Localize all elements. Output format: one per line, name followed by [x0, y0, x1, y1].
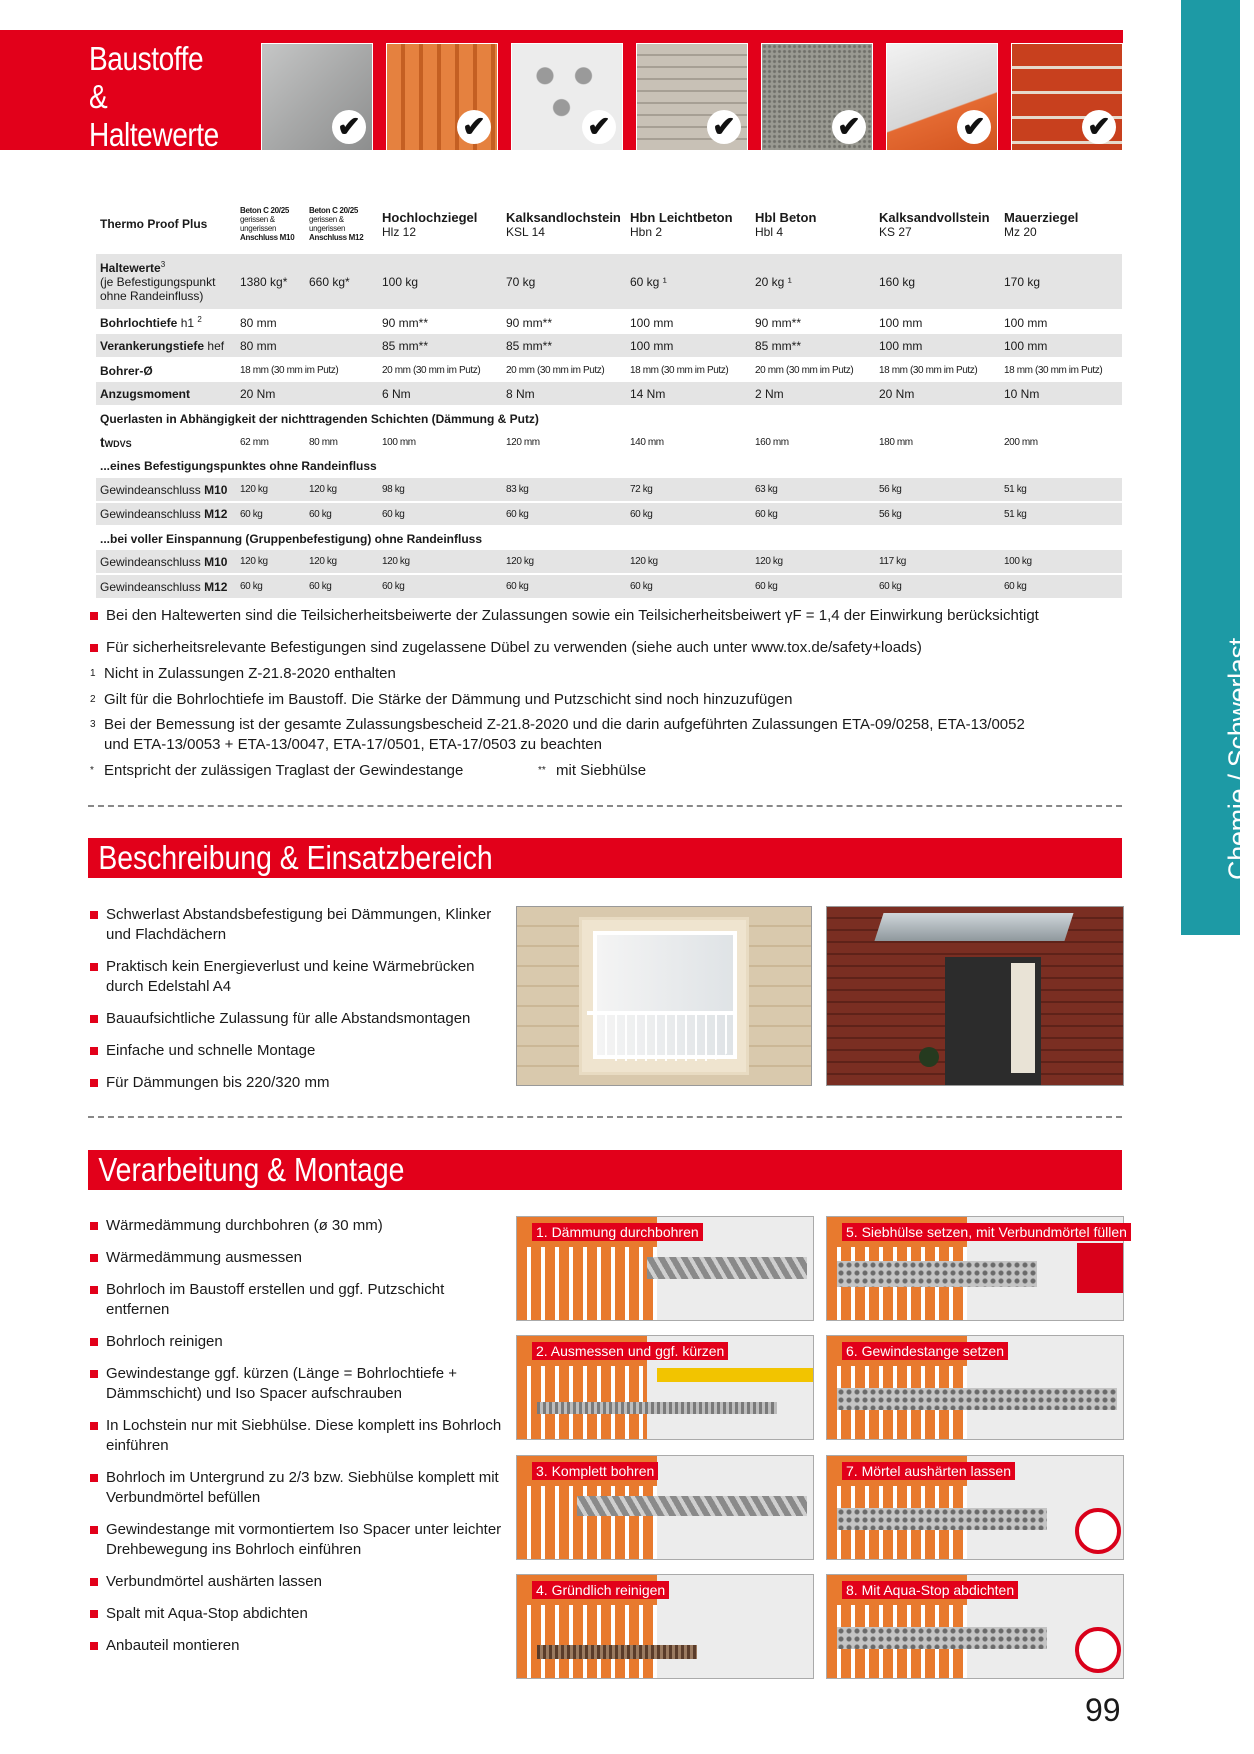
table-cell: 20 mm (30 mm im Putz)	[506, 365, 605, 376]
table-cell: 85 mm**	[378, 334, 502, 358]
table-cell: 18 mm (30 mm im Putz)	[879, 365, 978, 376]
table-cell: 80 mm	[240, 315, 277, 330]
side-tab[interactable]	[1181, 0, 1253, 935]
table-row	[96, 574, 1122, 598]
table-cell: 18 mm (30 mm im Putz)	[630, 365, 729, 376]
table-cell: 8 Nm	[502, 382, 626, 406]
kalksandlochstein-icon	[511, 43, 623, 151]
bullet-icon	[90, 1079, 98, 1087]
beschreibung-list	[90, 905, 510, 1105]
table-cell: 120 kg	[305, 550, 378, 574]
table-cell: 100 kg	[1000, 550, 1122, 574]
table-cell: 100 mm	[630, 315, 674, 330]
table-cell: 20 mm (30 mm im Putz)	[382, 365, 481, 376]
hochlochziegel-icon	[386, 43, 498, 151]
table-row	[96, 430, 1122, 454]
bullet-icon	[90, 1578, 98, 1586]
table-cell: 120 kg	[751, 550, 875, 574]
table-cell: 60 kg	[378, 574, 502, 598]
table-cell: 60 kg	[502, 502, 626, 526]
check-icon: ✔	[957, 110, 991, 144]
table-cell: 660 kg*	[305, 254, 378, 310]
side-tab-label: Chemie / Schwerlast	[1223, 638, 1253, 880]
table-cell: 117 kg	[875, 550, 1000, 574]
step-4-diagram	[516, 1574, 814, 1679]
clock-icon	[1075, 1627, 1121, 1673]
table-cell: 10 Nm	[1000, 382, 1122, 406]
bullet-icon	[90, 1254, 98, 1262]
table-cell: 14 Nm	[626, 382, 751, 406]
column-header-beton-m10: Beton C 20/25 gerissen & ungerissen Anschluss M10	[240, 206, 295, 242]
table-cell: 18 mm (30 mm im Putz)	[1004, 365, 1103, 376]
section-title-montage: Verarbeitung & Montage	[88, 1150, 1122, 1190]
footnote: 2 Gilt für die Bohrlochtiefe im Baustoff. Die Stärke der Dämmung und Putzschicht sind noch hinzuzufügen	[90, 691, 793, 708]
table-cell: 60 kg	[751, 574, 875, 598]
row-label: Verankerungstiefe hef	[96, 334, 236, 358]
list-item: Gewindestange mit vormontiertem Iso Spacer unter leichter Drehbewegung ins Bohrloch einführen	[90, 1520, 510, 1560]
list-item: Bohrloch im Untergrund zu 2/3 bzw. Siebhülse komplett mit Verbundmörtel befüllen	[90, 1468, 510, 1508]
table-cell: 60 kg	[378, 502, 502, 526]
table-cell: 60 kg	[875, 574, 1000, 598]
step-1-diagram	[516, 1216, 814, 1321]
table-cell: 180 mm	[879, 436, 913, 448]
table-cell: 20 Nm	[236, 382, 378, 406]
table-cell: 120 kg	[305, 478, 378, 502]
window-balcony-photo	[516, 906, 812, 1086]
bullet-icon	[90, 1047, 98, 1055]
table-cell: 60 kg	[626, 502, 751, 526]
step-2-diagram	[516, 1335, 814, 1440]
step-8-diagram	[826, 1574, 1124, 1679]
product-name: Thermo Proof Plus	[100, 217, 208, 231]
table-cell: 200 mm	[1004, 436, 1038, 448]
table-cell: 60 kg	[305, 502, 378, 526]
bullet-icon	[90, 1015, 98, 1023]
footnote: * Entspricht der zulässigen Traglast der Gewindestange	[90, 762, 464, 779]
step-label: 7. Mörtel aushärten lassen	[842, 1462, 1015, 1480]
check-icon: ✔	[457, 110, 491, 144]
column-header: Kalksandlochstein KSL 14	[506, 209, 621, 239]
table-cell: 120 mm	[506, 436, 540, 448]
clock-icon	[1075, 1508, 1121, 1554]
step-label: 4. Gründlich reinigen	[532, 1581, 669, 1599]
bullet-icon	[90, 1370, 98, 1378]
montage-list	[90, 1216, 510, 1668]
bullet-icon	[90, 1338, 98, 1346]
table-cell: 2 Nm	[751, 382, 875, 406]
row-label: tWDVS	[100, 434, 132, 450]
check-icon: ✔	[1082, 110, 1116, 144]
row-label: Gewindeanschluss M12	[96, 574, 236, 598]
table-cell: 100 mm	[879, 315, 923, 330]
entrance-canopy-photo	[826, 906, 1124, 1086]
section-title-beschreibung: Beschreibung & Einsatzbereich	[88, 838, 1122, 878]
bullet-icon	[90, 1474, 98, 1482]
table-row	[96, 358, 1122, 382]
table-cell: 60 kg	[236, 502, 305, 526]
table-cell: 83 kg	[502, 478, 626, 502]
table-cell: 51 kg	[1000, 478, 1122, 502]
column-header: Hbl Beton Hbl 4	[755, 209, 817, 239]
table-cell: 80 mm	[236, 334, 378, 358]
table-cell: 70 kg	[502, 254, 626, 310]
column-header: Kalksandvollstein KS 27	[879, 209, 990, 239]
table-cell: 120 kg	[236, 550, 305, 574]
step-5-diagram	[826, 1216, 1127, 1321]
table-cell: 20 mm (30 mm im Putz)	[755, 365, 854, 376]
table-cell: 18 mm (30 mm im Putz)	[240, 365, 339, 376]
row-label: Gewindeanschluss M12	[96, 502, 236, 526]
table-cell: 100 mm	[875, 334, 1000, 358]
table-cell: 100 mm	[626, 334, 751, 358]
table-cell: 140 mm	[630, 436, 664, 448]
column-header-beton-m12: Beton C 20/25 gerissen & ungerissen Anschluss M12	[309, 206, 364, 242]
table-cell: 51 kg	[1000, 502, 1122, 526]
table-cell: 63 kg	[751, 478, 875, 502]
list-item: Wärmedämmung ausmessen	[90, 1248, 510, 1268]
table-cell: 120 kg	[626, 550, 751, 574]
table-section-heading: ...bei voller Einspannung (Gruppenbefestigung) ohne Randeinfluss	[100, 531, 483, 546]
table-cell: 160 mm	[755, 436, 789, 448]
table-cell: 100 mm	[382, 436, 416, 448]
bullet-icon	[90, 1286, 98, 1294]
table-cell: 62 mm	[240, 436, 269, 448]
list-item: Bohrloch im Baustoff erstellen und ggf. Putzschicht entfernen	[90, 1280, 510, 1320]
table-cell: 60 kg	[751, 502, 875, 526]
table-cell: 60 kg	[305, 574, 378, 598]
step-label: 6. Gewindestange setzen	[842, 1342, 1008, 1360]
footnote: 3 Bei der Bemessung ist der gesamte Zulassungsbescheid Z-21.8-2020 und die darin aufgeführten Zulassungen ETA-09/0258, ETA-13/0052 und ETA-13/0053 + ETA-13/0047, ETA-17/0501, ETA-17/0503 zu beachten	[90, 716, 1025, 753]
table-cell: 90 mm**	[755, 315, 802, 330]
list-item: Schwerlast Abstandsbefestigung bei Dämmungen, Klinker und Flachdächern	[90, 905, 510, 945]
table-cell: 56 kg	[875, 502, 1000, 526]
column-header: Hochlochziegel Hlz 12	[382, 209, 478, 239]
table-cell: 160 kg	[875, 254, 1000, 310]
table-cell: 60 kg	[1000, 574, 1122, 598]
table-cell: 85 mm**	[751, 334, 875, 358]
step-label: 5. Siebhülse setzen, mit Verbundmörtel füllen	[842, 1223, 1131, 1241]
column-header: Mauerziegel Mz 20	[1004, 209, 1079, 239]
bullet-icon	[90, 1642, 98, 1650]
row-label: Gewindeanschluss M10	[96, 550, 236, 574]
bullet-icon	[90, 612, 98, 620]
step-3-diagram	[516, 1455, 814, 1560]
list-item: In Lochstein nur mit Siebhülse. Diese komplett ins Bohrloch einführen	[90, 1416, 510, 1456]
table-row	[96, 310, 1122, 334]
table-row	[96, 254, 1122, 310]
table-cell: 20 Nm	[875, 382, 1000, 406]
check-icon: ✔	[332, 110, 366, 144]
table-cell: 100 mm	[1000, 334, 1122, 358]
bullet-icon	[90, 911, 98, 919]
table-cell: 100 mm	[1004, 315, 1048, 330]
page-number: 99	[1085, 1692, 1121, 1728]
list-item: Einfache und schnelle Montage	[90, 1041, 510, 1061]
note-item: Für sicherheitsrelevante Befestigungen sind zugelassene Dübel zu verwenden (siehe auch unter www.tox.de/safety+loads)	[90, 638, 922, 658]
page-title: Baustoffe & Haltewerte	[89, 40, 219, 153]
table-cell: 120 kg	[502, 550, 626, 574]
hbn-leichtbeton-icon	[636, 43, 748, 151]
table-cell: 56 kg	[875, 478, 1000, 502]
bullet-icon	[90, 1610, 98, 1618]
table-cell: 120 kg	[378, 550, 502, 574]
footnote: ** mit Siebhülse	[538, 762, 647, 779]
table-section-heading: ...eines Befestigungspunktes ohne Randeinfluss	[100, 459, 377, 473]
table-cell: 60 kg	[626, 574, 751, 598]
divider	[88, 805, 1122, 807]
list-item: Anbauteil montieren	[90, 1636, 510, 1656]
step-6-diagram	[826, 1335, 1124, 1440]
table-cell: 120 kg	[236, 478, 305, 502]
table-cell: 60 kg	[502, 574, 626, 598]
step-label: 8. Mit Aqua-Stop abdichten	[842, 1581, 1018, 1599]
table-cell: 20 kg ¹	[751, 254, 875, 310]
footnote: 1 Nicht in Zulassungen Z-21.8-2020 enthalten	[90, 665, 396, 682]
kalksandvollstein-icon	[886, 43, 998, 151]
table-cell: 90 mm**	[382, 315, 429, 330]
bullet-icon	[90, 1422, 98, 1430]
row-label: Bohrlochtiefe h1 $^2$	[100, 315, 202, 330]
check-icon: ✔	[832, 110, 866, 144]
note-item: Bei den Haltewerten sind die Teilsicherheitsbeiwerte der Zulassungen sowie ein Teilsicherheitsbeiwert γF = 1,4 der Einwirkung berücksichtigt	[90, 606, 1039, 626]
table-cell: 1380 kg*	[236, 254, 305, 310]
table-cell: 90 mm**	[506, 315, 553, 330]
row-label: Anzugsmoment	[96, 382, 236, 406]
list-item: Bauaufsichtliche Zulassung für alle Abstandsmontagen	[90, 1009, 510, 1029]
column-header: Hbn Leichtbeton Hbn 2	[630, 209, 733, 239]
check-icon: ✔	[707, 110, 741, 144]
table-cell: 6 Nm	[378, 382, 502, 406]
bullet-icon	[90, 1222, 98, 1230]
list-item: Praktisch kein Energieverlust und keine Wärmebrücken durch Edelstahl A4	[90, 957, 510, 997]
table-row	[96, 502, 1122, 526]
table-header-row	[96, 194, 1122, 254]
table-cell: 170 kg	[1000, 254, 1122, 310]
row-label: Haltewerte$^3$ (je Befestigungspunkt ohne Randeinfluss)	[96, 254, 236, 310]
mauerziegel-icon	[1011, 43, 1123, 151]
list-item: Bohrloch reinigen	[90, 1332, 510, 1352]
table-cell: 100 kg	[378, 254, 502, 310]
table-cell: 80 mm	[309, 436, 338, 448]
table-cell: 60 kg	[236, 574, 305, 598]
check-icon: ✔	[582, 110, 616, 144]
bullet-icon	[90, 1526, 98, 1534]
haltewerte-table	[96, 194, 1122, 598]
bullet-icon	[90, 644, 98, 652]
step-7-diagram	[826, 1455, 1124, 1560]
table-row	[96, 478, 1122, 502]
row-label: Bohrer-Ø	[100, 363, 153, 378]
list-item: Gewindestange ggf. kürzen (Länge = Bohrlochtiefe + Dämmschicht) und Iso Spacer aufschrauben	[90, 1364, 510, 1404]
beton-icon	[261, 43, 373, 151]
table-row	[96, 334, 1122, 358]
step-label: 2. Ausmessen und ggf. kürzen	[532, 1342, 728, 1360]
table-section-heading: Querlasten in Abhängigkeit der nichttragenden Schichten (Dämmung & Putz)	[100, 411, 539, 426]
table-cell: 98 kg	[378, 478, 502, 502]
list-item: Wärmedämmung durchbohren (ø 30 mm)	[90, 1216, 510, 1236]
step-label: 3. Komplett bohren	[532, 1462, 658, 1480]
list-item: Spalt mit Aqua-Stop abdichten	[90, 1604, 510, 1624]
step-label: 1. Dämmung durchbohren	[532, 1223, 703, 1241]
bullet-icon	[90, 963, 98, 971]
table-cell: 72 kg	[626, 478, 751, 502]
table-cell: 60 kg ¹	[626, 254, 751, 310]
table-row	[96, 382, 1122, 406]
table-cell: 85 mm**	[502, 334, 626, 358]
hbl-beton-icon	[761, 43, 873, 151]
list-item: Für Dämmungen bis 220/320 mm	[90, 1073, 510, 1093]
table-row	[96, 550, 1122, 574]
list-item: Verbundmörtel aushärten lassen	[90, 1572, 510, 1592]
row-label: Gewindeanschluss M10	[96, 478, 236, 502]
divider	[88, 1116, 1122, 1118]
